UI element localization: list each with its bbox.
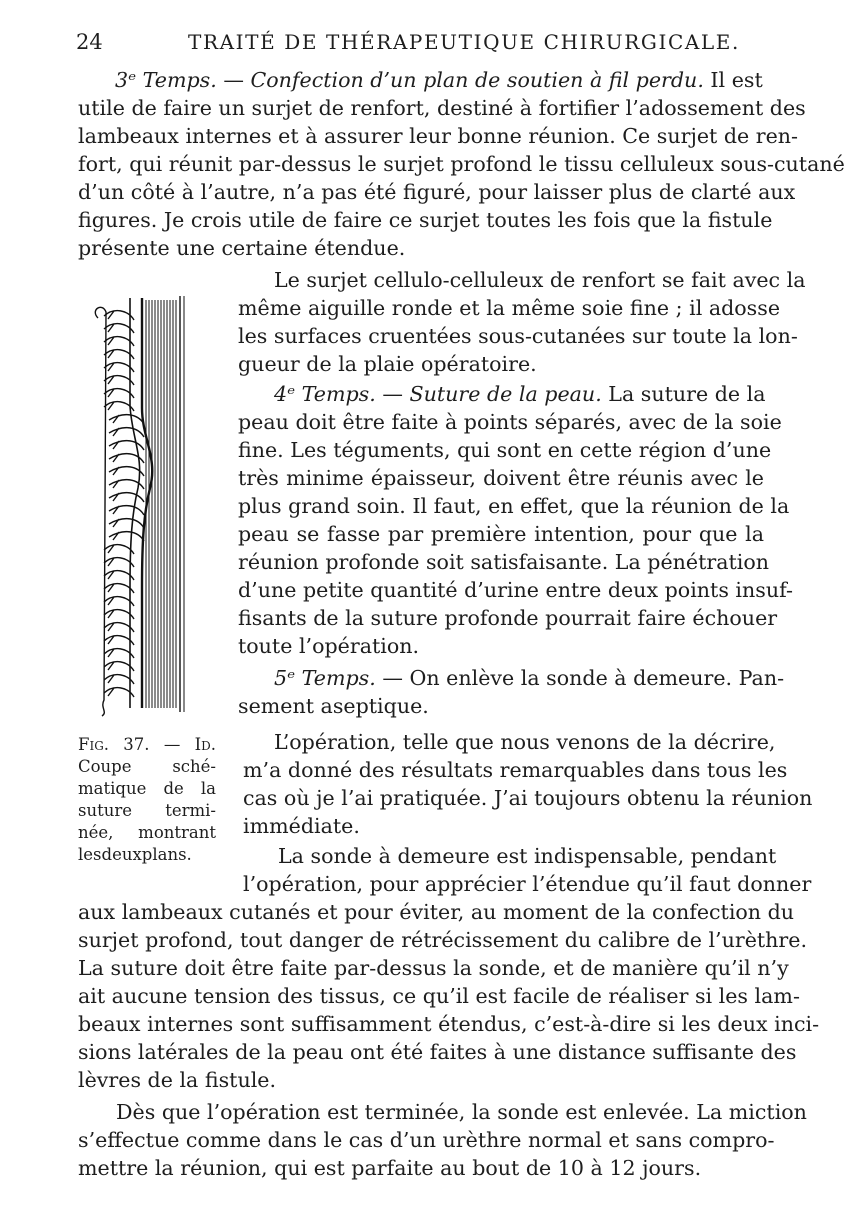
p4-rest: On enlève la sonde à demeure. Pan- xyxy=(409,666,785,690)
suture-illustration xyxy=(84,288,194,720)
caption-line-5: née, montrant xyxy=(78,823,216,842)
p1-rest: Il est xyxy=(703,68,763,92)
suture-stitch xyxy=(109,415,144,424)
p3-heading: Suture de la peau. xyxy=(409,382,602,406)
p6-line-8: sions latérales de la peau ont été faites à une distance suffisante des xyxy=(78,1040,797,1064)
suture-stitch xyxy=(109,519,144,528)
suture-stitch xyxy=(109,441,144,450)
p1-line-6: figures. Je crois utile de faire ce surjet toutes les fois que la fistule xyxy=(78,208,773,232)
suture-stitch xyxy=(109,467,144,476)
p1-heading: Confection d’un plan de soutien à fil perdu. xyxy=(250,68,704,92)
running-head xyxy=(70,26,770,58)
running-title: TRAITÉ DE THÉRAPEUTIQUE CHIRURGICALE. xyxy=(188,30,740,54)
p3-line-9: fisants de la suture profonde pourrait faire échouer xyxy=(238,606,778,630)
p3-lead: 4ᵉ Temps. xyxy=(274,382,376,406)
caption-line-3: matique de la xyxy=(78,779,216,798)
p3-line-5: plus grand soin. Il faut, en effet, que la réunion de la xyxy=(238,494,790,518)
p6-line-3: aux lambeaux cutanés et pour éviter, au moment de la confection du xyxy=(78,900,795,924)
p6-line-2: l’opération, pour apprécier l’étendue qu’il faut donner xyxy=(243,872,812,896)
p4-dash: — xyxy=(375,666,410,690)
p4-lead: 5ᵉ Temps. xyxy=(274,666,376,690)
p2-line-3: les surfaces cruentées sous-cutanées sur toute la lon- xyxy=(238,324,798,348)
p3-line-7: réunion profonde soit satisfaisante. La pénétration xyxy=(238,550,770,574)
p7-line-3: mettre la réunion, qui est parfaite au bout de 10 à 12 jours. xyxy=(78,1156,702,1180)
p1-line-5: d’un côté à l’autre, n’a pas été figuré, pour laisser plus de clarté aux xyxy=(78,180,796,204)
p4-line-2: sement aseptique. xyxy=(238,694,429,718)
caption-line-4: suture termi- xyxy=(78,801,216,820)
p7-line-1: Dès que l’opération est terminée, la sonde est enlevée. La miction xyxy=(116,1100,807,1124)
caption-label: Fig. 37. — Id. xyxy=(78,735,216,754)
p5-line-2: m’a donné des résultats remarquables dans tous les xyxy=(243,758,788,782)
p3-line-4: très minime épaisseur, doivent être réunis avec le xyxy=(238,466,764,490)
p3-line-2: peau doit être faite à points séparés, avec de la soie xyxy=(238,410,782,434)
p1-lead: 3ᵉ Temps. xyxy=(115,68,217,92)
p1-line-7: présente une certaine étendue. xyxy=(78,236,406,260)
p3-rest: La suture de la xyxy=(601,382,766,406)
p1-line-3: lambeaux internes et à assurer leur bonne réunion. Ce surjet de ren- xyxy=(78,124,799,148)
page-number: 24 xyxy=(76,30,103,54)
caption-line-6: lesdeuxplans. xyxy=(78,845,192,864)
p4-line-1 xyxy=(274,664,785,692)
p3-line-10: toute l’opération. xyxy=(238,634,420,658)
p3-line-1 xyxy=(274,380,764,408)
p3-line-6: peau se fasse par première intention, pour que la xyxy=(238,522,764,546)
suture-stitch xyxy=(109,532,144,541)
p2-line-4: gueur de la plaie opératoire. xyxy=(238,352,537,376)
p6-line-6: ait aucune tension des tissus, ce qu’il est facile de réaliser si les lam- xyxy=(78,984,800,1008)
p5-line-1: L’opération, telle que nous venons de la décrire, xyxy=(274,730,776,754)
figure-suture-diagram xyxy=(84,288,194,720)
suture-stitch xyxy=(109,506,144,515)
p6-line-7: beaux internes sont suffisamment étendus, c’est-à-dire si les deux inci- xyxy=(78,1012,820,1036)
p6-line-9: lèvres de la fistule. xyxy=(78,1068,277,1092)
p7-line-2: s’effectue comme dans le cas d’un urèthre normal et sans compro- xyxy=(78,1128,775,1152)
p6-line-1: La sonde à demeure est indispensable, pendant xyxy=(278,844,777,868)
p6-line-4: surjet profond, tout danger de rétrécissement du calibre de l’urèthre. xyxy=(78,928,807,952)
suture-thread xyxy=(95,307,106,716)
p1-line-4: fort, qui réunit par-dessus le surjet profond le tissu celluleux sous-cutané xyxy=(78,152,845,176)
p3-line-3: fine. Les téguments, qui sont en cette région d’une xyxy=(238,438,772,462)
caption-line-2: Coupe sché- xyxy=(78,757,216,776)
suture-stitch xyxy=(109,428,144,437)
caption-line-1 xyxy=(78,734,216,756)
p2-line-2: même aiguille ronde et la même soie fine ; il adosse xyxy=(238,296,781,320)
suture-stitch xyxy=(109,493,144,502)
suture-stitch xyxy=(104,545,134,554)
p1-line-2: utile de faire un surjet de renfort, destiné à fortifier l’adossement des xyxy=(78,96,806,120)
p6-line-5: La suture doit être faite par-dessus la sonde, et de manière qu’il n’y xyxy=(78,956,789,980)
p2-line-1: Le surjet cellulo-celluleux de renfort se fait avec la xyxy=(274,268,806,292)
p5-line-4: immédiate. xyxy=(243,814,360,838)
p5-line-3: cas où je l’ai pratiquée. J’ai toujours obtenu la réunion xyxy=(243,786,813,810)
p3-dash: — xyxy=(375,382,410,406)
p1-dash: — xyxy=(216,68,251,92)
p1-line-1 xyxy=(115,66,761,94)
p3-line-8: d’une petite quantité d’urine entre deux points insuf- xyxy=(238,578,793,602)
